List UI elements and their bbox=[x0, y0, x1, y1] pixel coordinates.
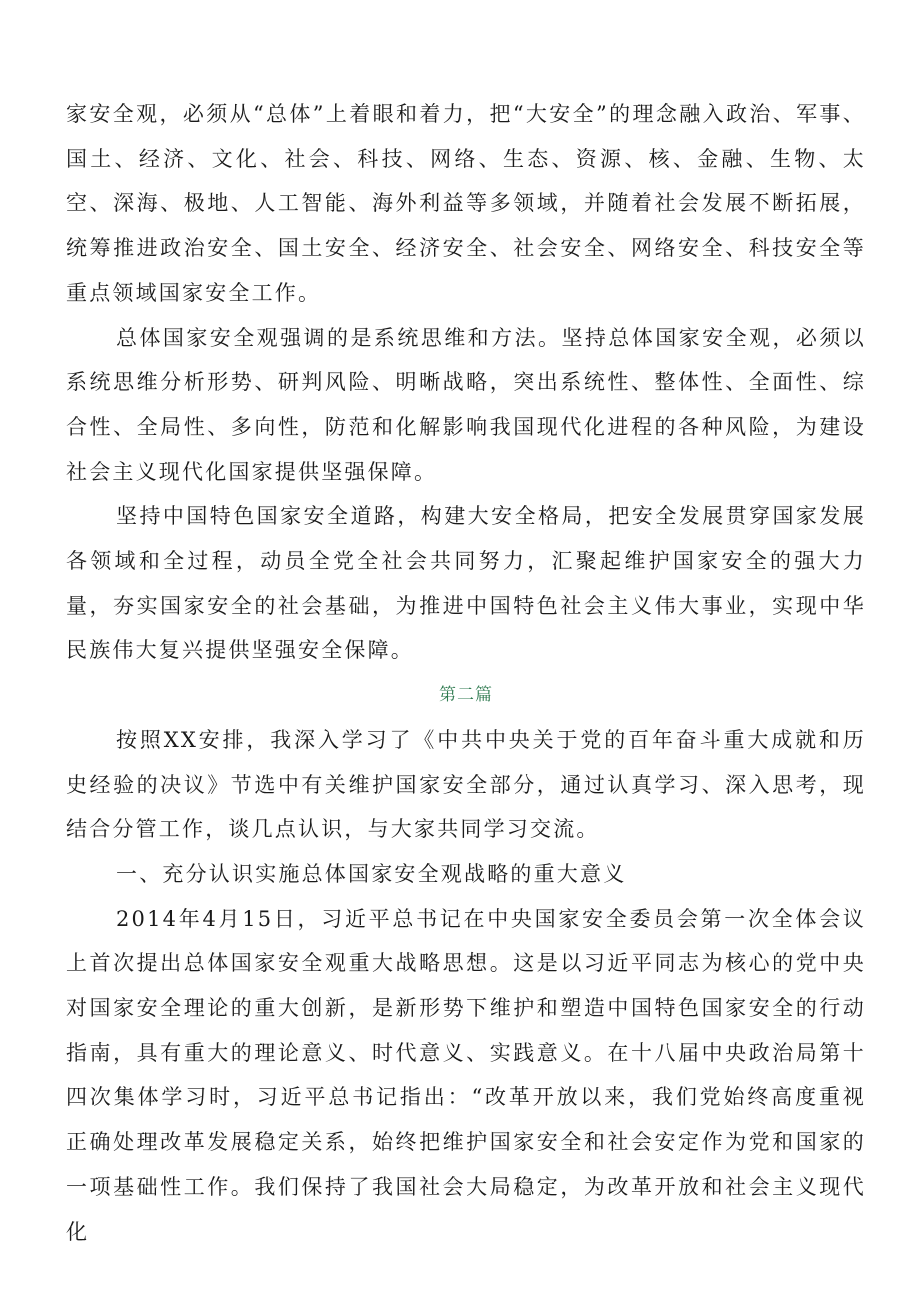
paragraph-4: 按照XX安排，我深入学习了《中共中央关于党的百年奋斗重大成就和历史经验的决议》节选中有关维护国家安全部分，通过认真学习、深入思考，现结合分管工作，谈几点认识，与大家共同学习交流。 bbox=[66, 727, 866, 842]
paragraph-5: 2014年4月15日，习近平总书记在中央国家安全委员会第一次全体会议上首次提出总体国家安全观重大战略思想。这是以习近平同志为核心的党中央对国家安全理论的重大创新，是新形势下维护和塑造中国特色国家安全的行动指南，具有重大的理论意义、时代意义、实践意义。在十八届中央政治局第十四次集体学习时，习近平总书记指出：“改革开放以来，我们党始终高度重视正确处理改革发展稳定关系，始终把维护国家安全和社会安定作为党和国家的一项基础性工作。我们保持了我国社会大局稳定，为改革开放和社会主义现代化 bbox=[66, 906, 866, 1244]
section-heading-1: 一、充分认识实施总体国家安全观战略的重大意义 bbox=[116, 861, 627, 886]
paragraph-2: 总体国家安全观强调的是系统思维和方法。坚持总体国家安全观，必须以系统思维分析形势、研判风险、明晰战略，突出系统性、整体性、全面性、综合性、全局性、多向性，防范和化解影响我国现代化进程的各种风险，为建设社会主义现代化国家提供坚强保障。 bbox=[66, 325, 866, 484]
paragraph-1: 家安全观，必须从“总体”上着眼和着力，把“大安全”的理念融入政治、军事、国土、经济、文化、社会、科技、网络、生态、资源、核、金融、生物、太空、深海、极地、人工智能、海外利益等多领域，并随着社会发展不断拓展，统筹推进政治安全、国土安全、经济安全、社会安全、网络安全、科技安全等重点领域国家安全工作。 bbox=[66, 102, 866, 305]
section-title: 第二篇 bbox=[439, 685, 493, 706]
paragraph-3: 坚持中国特色国家安全道路，构建大安全格局，把安全发展贯穿国家发展各领域和全过程，动员全党全社会共同努力，汇聚起维护国家安全的强大力量，夯实国家安全的社会基础，为推进中国特色社会主义伟大事业，实现中华民族伟大复兴提供坚强安全保障。 bbox=[66, 504, 866, 663]
document-body bbox=[66, 92, 866, 1254]
